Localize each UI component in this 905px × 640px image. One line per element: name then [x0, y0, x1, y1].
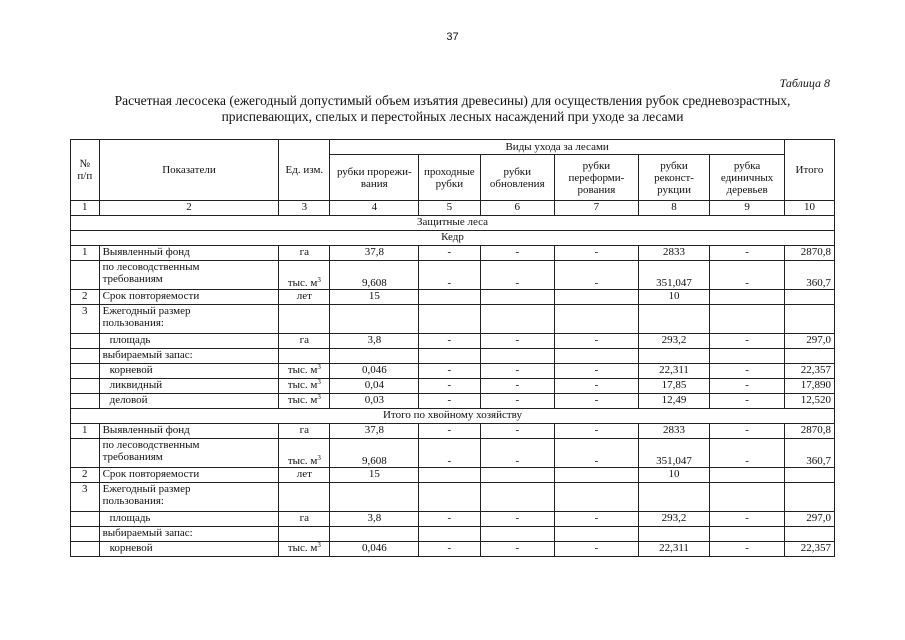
header-reforming: рубки переформи-рования — [555, 155, 639, 201]
row-num: 1 — [71, 246, 100, 261]
row-unit: лет — [279, 468, 330, 483]
cell-single: - — [710, 334, 785, 349]
table-row — [71, 483, 835, 512]
cell-reconstruction: 22,311 — [638, 542, 709, 557]
header-thinning: рубки прорежи-вания — [330, 155, 419, 201]
cell-thinning: 3,8 — [330, 334, 419, 349]
cell-reconstruction: 351,047 — [638, 439, 709, 468]
table-row — [71, 424, 835, 439]
cell-reforming: - — [555, 379, 639, 394]
row-unit: га — [279, 246, 330, 261]
row-num: 3 — [71, 483, 100, 512]
header-num: № п/п — [71, 140, 100, 201]
col-number: 6 — [480, 201, 555, 216]
header-care-types: Виды ухода за лесами — [330, 140, 785, 155]
cell-passage: - — [419, 246, 480, 261]
cell-renewal: - — [480, 364, 555, 379]
row-label: Срок повторяемости — [99, 468, 279, 483]
cell-total: 17,890 — [784, 379, 834, 394]
cell-reconstruction: 12,49 — [638, 394, 709, 409]
col-number: 10 — [784, 201, 834, 216]
row-unit: тыс. $м^3$ — [279, 261, 330, 290]
cell-thinning: 0,03 — [330, 394, 419, 409]
cell-reconstruction: 10 — [638, 468, 709, 483]
col-number: 5 — [419, 201, 480, 216]
row-label: площадь — [99, 334, 279, 349]
cell-reforming: - — [555, 439, 639, 468]
cell-total: 297,0 — [784, 512, 834, 527]
row-label: Выявленный фонд — [99, 246, 279, 261]
table-row — [71, 246, 835, 261]
row-label: по лесоводственным требованиям — [99, 261, 279, 290]
cell-thinning: 9,608 — [330, 439, 419, 468]
row-label: по лесоводственным требованиям — [99, 439, 279, 468]
cell-thinning: 0,046 — [330, 364, 419, 379]
cell-thinning: 37,8 — [330, 246, 419, 261]
row-num: 3 — [71, 305, 100, 334]
cell-thinning: 15 — [330, 290, 419, 305]
cell-renewal: - — [480, 334, 555, 349]
cell-total: 297,0 — [784, 334, 834, 349]
cell-passage: - — [419, 334, 480, 349]
row-num: 2 — [71, 290, 100, 305]
cell-reforming: - — [555, 334, 639, 349]
row-label: корневой — [99, 364, 279, 379]
col-number: 1 — [71, 201, 100, 216]
cell-thinning: 15 — [330, 468, 419, 483]
table-row — [71, 349, 835, 364]
col-number: 4 — [330, 201, 419, 216]
cell-renewal: - — [480, 439, 555, 468]
header-reconstruction: рубки реконст-рукции — [638, 155, 709, 201]
cell-total: 360,7 — [784, 439, 834, 468]
row-unit: тыс. $м^3$ — [279, 439, 330, 468]
cell-single: - — [710, 424, 785, 439]
cell-renewal: - — [480, 246, 555, 261]
cell-reforming: - — [555, 261, 639, 290]
cell-thinning: 3,8 — [330, 512, 419, 527]
allowable-cut-table — [70, 139, 835, 557]
cell-passage: - — [419, 364, 480, 379]
cell-passage: - — [419, 542, 480, 557]
table-row — [71, 379, 835, 394]
col-number: 9 — [710, 201, 785, 216]
col-number: 3 — [279, 201, 330, 216]
table-row — [71, 290, 835, 305]
cell-reforming: - — [555, 542, 639, 557]
table-row — [71, 261, 835, 290]
cell-single: - — [710, 364, 785, 379]
row-label: Ежегодный размер пользования: — [99, 305, 279, 334]
row-label: ликвидный — [99, 379, 279, 394]
title-line-2: приспевающих, спелых и перестойных лесных насаждений при уходе за лесами — [221, 109, 684, 124]
cell-single: - — [710, 261, 785, 290]
row-label: выбираемый запас: — [99, 349, 279, 364]
cell-reconstruction: 2833 — [638, 246, 709, 261]
cell-total: 22,357 — [784, 364, 834, 379]
cell-reforming: - — [555, 424, 639, 439]
cell-thinning: 37,8 — [330, 424, 419, 439]
col-number: 2 — [99, 201, 279, 216]
cell-passage: - — [419, 261, 480, 290]
cell-passage: - — [419, 394, 480, 409]
row-label: Срок повторяемости — [99, 290, 279, 305]
row-label: площадь — [99, 512, 279, 527]
row-unit: тыс. $м^3$ — [279, 364, 330, 379]
col-number: 7 — [555, 201, 639, 216]
cell-reforming: - — [555, 394, 639, 409]
table-row — [71, 527, 835, 542]
cell-thinning: 0,04 — [330, 379, 419, 394]
cell-renewal: - — [480, 261, 555, 290]
cell-renewal: - — [480, 424, 555, 439]
row-label: выбираемый запас: — [99, 527, 279, 542]
cell-renewal: - — [480, 379, 555, 394]
row-unit: тыс. $м^3$ — [279, 394, 330, 409]
cell-single: - — [710, 512, 785, 527]
table-label: Таблица 8 — [779, 76, 830, 90]
cell-renewal: - — [480, 542, 555, 557]
cell-passage: - — [419, 424, 480, 439]
page-number: 37 — [446, 31, 459, 43]
table-row — [71, 394, 835, 409]
cell-reconstruction: 293,2 — [638, 512, 709, 527]
table-row — [71, 364, 835, 379]
row-unit: тыс. $м^3$ — [279, 542, 330, 557]
table-row — [71, 512, 835, 527]
cell-reforming: - — [555, 364, 639, 379]
row-label: Выявленный фонд — [99, 424, 279, 439]
cell-thinning: 0,046 — [330, 542, 419, 557]
table-row — [71, 334, 835, 349]
cell-reconstruction: 22,311 — [638, 364, 709, 379]
cell-single: - — [710, 439, 785, 468]
cell-total: 360,7 — [784, 261, 834, 290]
col-number: 8 — [638, 201, 709, 216]
header-total: Итого — [784, 140, 834, 201]
row-unit: га — [279, 334, 330, 349]
cell-single: - — [710, 542, 785, 557]
row-unit: тыс. $м^3$ — [279, 379, 330, 394]
section-title: Итого по хвойному хозяйству — [71, 409, 835, 424]
cell-total: 2870,8 — [784, 246, 834, 261]
cell-reforming: - — [555, 512, 639, 527]
document-title — [60, 93, 845, 125]
cell-passage: - — [419, 379, 480, 394]
row-label: корневой — [99, 542, 279, 557]
row-unit: га — [279, 512, 330, 527]
section-title: Защитные леса — [71, 216, 835, 231]
header-renewal: рубки обновления — [480, 155, 555, 201]
table-row — [71, 305, 835, 334]
header-single-trees: рубка единичных деревьев — [710, 155, 785, 201]
row-unit: лет — [279, 290, 330, 305]
section-subtitle: Кедр — [71, 231, 835, 246]
table-row — [71, 468, 835, 483]
row-label: Ежегодный размер пользования: — [99, 483, 279, 512]
cell-reforming: - — [555, 246, 639, 261]
cell-reconstruction: 2833 — [638, 424, 709, 439]
row-unit: га — [279, 424, 330, 439]
cell-reconstruction: 293,2 — [638, 334, 709, 349]
title-line-1: Расчетная лесосека (ежегодный допустимый объем изъятия древесины) для осуществления рубок средневозрастных, — [114, 93, 791, 108]
row-label: деловой — [99, 394, 279, 409]
cell-single: - — [710, 394, 785, 409]
cell-renewal: - — [480, 394, 555, 409]
cell-total: 12,520 — [784, 394, 834, 409]
header-passage: проходные рубки — [419, 155, 480, 201]
row-num: 2 — [71, 468, 100, 483]
cell-thinning: 9,608 — [330, 261, 419, 290]
cell-single: - — [710, 379, 785, 394]
cell-total: 2870,8 — [784, 424, 834, 439]
table-row — [71, 542, 835, 557]
header-unit: Ед. изм. — [279, 140, 330, 201]
cell-reconstruction: 351,047 — [638, 261, 709, 290]
cell-passage: - — [419, 439, 480, 468]
cell-reconstruction: 17,85 — [638, 379, 709, 394]
cell-reconstruction: 10 — [638, 290, 709, 305]
row-num: 1 — [71, 424, 100, 439]
cell-single: - — [710, 246, 785, 261]
table-row — [71, 439, 835, 468]
cell-passage: - — [419, 512, 480, 527]
cell-renewal: - — [480, 512, 555, 527]
cell-total: 22,357 — [784, 542, 834, 557]
header-indicators: Показатели — [99, 140, 279, 201]
column-numbers-row — [71, 201, 835, 216]
